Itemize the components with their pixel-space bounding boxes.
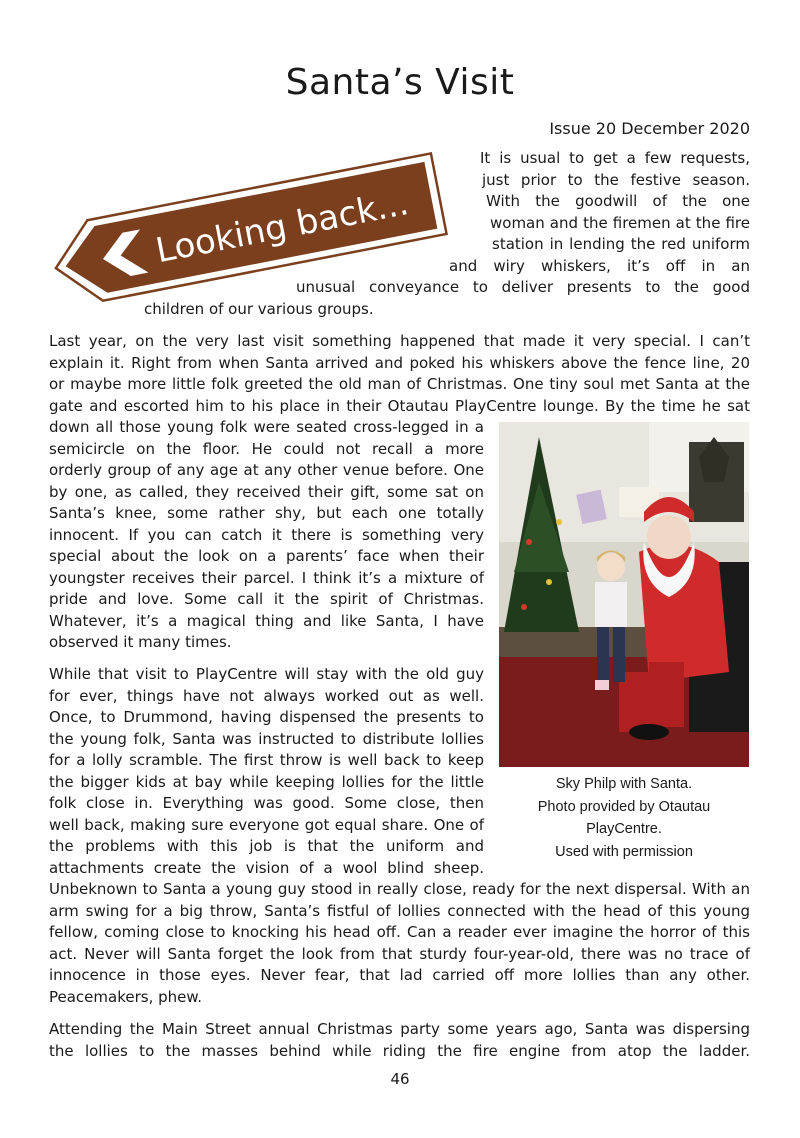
text-line: youngster receives their parcel. I think it’s a mixture of bbox=[49, 568, 484, 587]
issue-line: Issue 20 December 2020 bbox=[549, 119, 750, 138]
text-line: Peacemakers, phew. bbox=[49, 987, 203, 1006]
santa-photo bbox=[499, 422, 749, 767]
intro-line: woman and the firemen at the fire bbox=[490, 214, 750, 232]
text-line: fellow, coming close to knocking his head off. Can a reader ever imagine the horror of this bbox=[49, 923, 750, 941]
text-line: down all those young folk were seated cross-legged in a bbox=[49, 418, 484, 436]
text-line: observed it many times. bbox=[49, 633, 232, 651]
paragraph-3-continuation bbox=[49, 879, 750, 1008]
intro-line: station in lending the red uniform bbox=[492, 235, 750, 253]
paragraph-2-column bbox=[49, 417, 484, 654]
text-line: explain it. Right from when Santa arrived and poked his whiskers above the fence line, 20 bbox=[49, 353, 750, 372]
text-line: semicircle on the floor. He could not recall a more bbox=[49, 439, 484, 458]
text-line: arm swing for a big throw, Santa’s fistful of lollies connected with the head of this young bbox=[49, 901, 750, 920]
intro-line: With the goodwill of the one bbox=[486, 192, 750, 210]
text-line: by one, as called, they received their gift, some sat on bbox=[49, 482, 484, 501]
caption-line: PlayCentre. bbox=[586, 821, 662, 837]
text-line: Last year, on the very last visit something happened that made it very special. I can’t bbox=[49, 332, 750, 350]
text-line: While that visit to PlayCentre will stay with the old guy bbox=[49, 665, 484, 683]
text-line: gate and escorted him to his place in their Otautau PlayCentre lounge. By the time he sat bbox=[49, 396, 750, 415]
text-line: the bigger kids at bay while keeping lollies for the little bbox=[49, 772, 484, 791]
text-line: innocent. If you can catch it there is something very bbox=[49, 525, 484, 544]
text-line: Once, to Drummond, having dispensed the presents to bbox=[49, 708, 484, 726]
text-line: Unbeknown to Santa a young guy stood in really close, ready for the next dispersal. With an bbox=[49, 880, 750, 898]
photo-caption bbox=[499, 773, 749, 863]
text-line: for a lolly scramble. The first throw is well back to keep bbox=[49, 751, 484, 769]
text-line: or maybe more little folk greeted the old man of Christmas. One tiny soul met Santa at the bbox=[49, 375, 750, 393]
intro-line: and wiry whiskers, it’s off in an bbox=[449, 257, 750, 275]
page-title: Santa’s Visit bbox=[285, 62, 515, 103]
text-line: Attending the Main Street annual Christmas party some years ago, Santa was dispersing bbox=[49, 1020, 750, 1038]
paragraph-3-column bbox=[49, 664, 484, 879]
text-line: Santa’s knee, some rather shy, but each one totally bbox=[49, 504, 484, 522]
intro-line: children of our various groups. bbox=[144, 300, 374, 318]
caption-line: Photo provided by Otautau bbox=[537, 798, 711, 815]
text-line: for ever, things have not always worked out as well. bbox=[49, 686, 484, 705]
caption-line: Used with permission bbox=[555, 843, 693, 860]
text-line: innocence in those eyes. Never fear, that lad carried off more lollies than any other. bbox=[49, 966, 750, 984]
text-line: the young folk, Santa was instructed to distribute lollies bbox=[49, 729, 484, 748]
text-line: special about the look on a parents’ face when their bbox=[49, 547, 484, 565]
text-line: orderly group of any age at any other venue before. One bbox=[49, 461, 484, 479]
paragraph-4 bbox=[49, 1019, 750, 1062]
text-line: the lollies to the masses behind while riding the fire engine from atop the ladder. bbox=[49, 1041, 750, 1060]
intro-line: just prior to the festive season. bbox=[482, 171, 750, 189]
caption-line: Sky Philp with Santa. bbox=[555, 776, 693, 792]
text-line: folk close in. Everything was good. Some close, then bbox=[49, 794, 484, 812]
text-line: Whatever, it’s a magical thing and like Santa, I have bbox=[49, 611, 484, 630]
paragraph-2-intro bbox=[49, 331, 750, 417]
text-line: attachments create the vision of a wool blind sheep. bbox=[49, 858, 484, 877]
text-line: pride and love. Some call it the spirit of Christmas. bbox=[49, 590, 484, 608]
text-line: act. Never will Santa forget the look from that sturdy four-year-old, there was no trace of bbox=[49, 944, 750, 963]
text-line: the problems with this job is that the uniform and bbox=[49, 837, 484, 855]
page-number: 46 bbox=[390, 1070, 410, 1088]
intro-line: unusual conveyance to deliver presents to the good bbox=[296, 278, 750, 296]
intro-line: It is usual to get a few requests, bbox=[480, 149, 750, 167]
banner-label: Looking back... bbox=[152, 183, 412, 272]
text-line: well back, making sure everyone got equal share. One of bbox=[49, 815, 484, 834]
